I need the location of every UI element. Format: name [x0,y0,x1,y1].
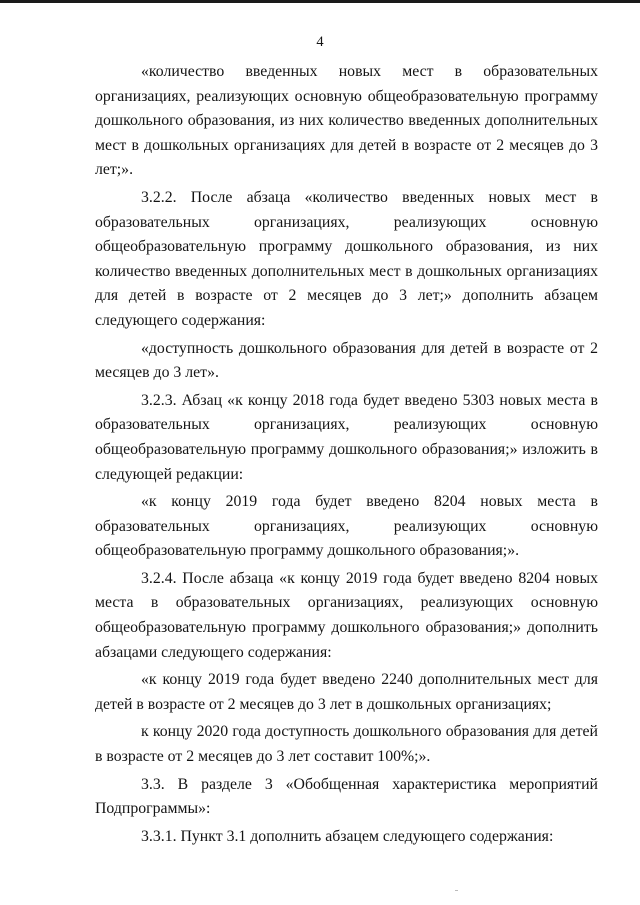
paragraph-quote-2019-8204: «к концу 2019 года будет введено 8204 новых места в образовательных организациях, реализующих основную общеобразовательную программу дошкольного образования;». [95,493,598,560]
paragraph-quote-new-places: «количество введенных новых мест в образовательных организациях, реализующих основную общеобразовательную программу дошкольного образования, из них количество введенных дополнительных мест в дошкольных организациях для детей в возрасте от 2 месяцев до 3 лет;». [95,63,598,179]
paragraph-quote-accessibility: «доступность дошкольного образования для детей в возрасте от 2 месяцев до 3 лет». [95,339,598,382]
page-number: 4 [316,34,324,50]
paragraph-2020-accessibility: к концу 2020 года доступность дошкольного образования для детей в возрасте от 2 месяцев до 3 лет составит 100%;». [95,723,598,766]
scan-artifact-dot [455,890,458,891]
paragraph-3-2-2: 3.2.2. После абзаца «количество введенных новых мест в образовательных организациях, реализующих основную общеобразовательную программу дошкольного образования, из них количество введенных дополнительных мест в дошкольных организациях для детей в возрасте от 2 месяцев до 3 лет;» дополнить абзацем следующего содержания: [95,188,598,329]
top-border-line [0,0,640,3]
document-body [95,60,598,849]
paragraph-3-2-3: 3.2.3. Абзац «к концу 2018 года будет введено 5303 новых места в образовательных организациях, реализующих основную общеобразовательную программу дошкольного образования;» изложить в следующей редакции: [95,391,598,483]
paragraph-3-3: 3.3. В разделе 3 «Обобщенная характеристика мероприятий Подпрограммы»: [95,775,598,818]
paragraph-quote-2019-2240: «к концу 2019 года будет введено 2240 дополнительных мест для детей в возрасте от 2 месяцев до 3 лет в дошкольных организациях; [95,671,598,713]
paragraph-3-2-4: 3.2.4. После абзаца «к концу 2019 года будет введено 8204 новых места в образовательных организациях, реализующих основную общеобразовательную программу дошкольного образования;» дополнить абзацами следующего содержания: [95,569,598,661]
paragraph-3-3-1: 3.3.1. Пункт 3.1 дополнить абзацем следующего содержания: [141,827,554,845]
